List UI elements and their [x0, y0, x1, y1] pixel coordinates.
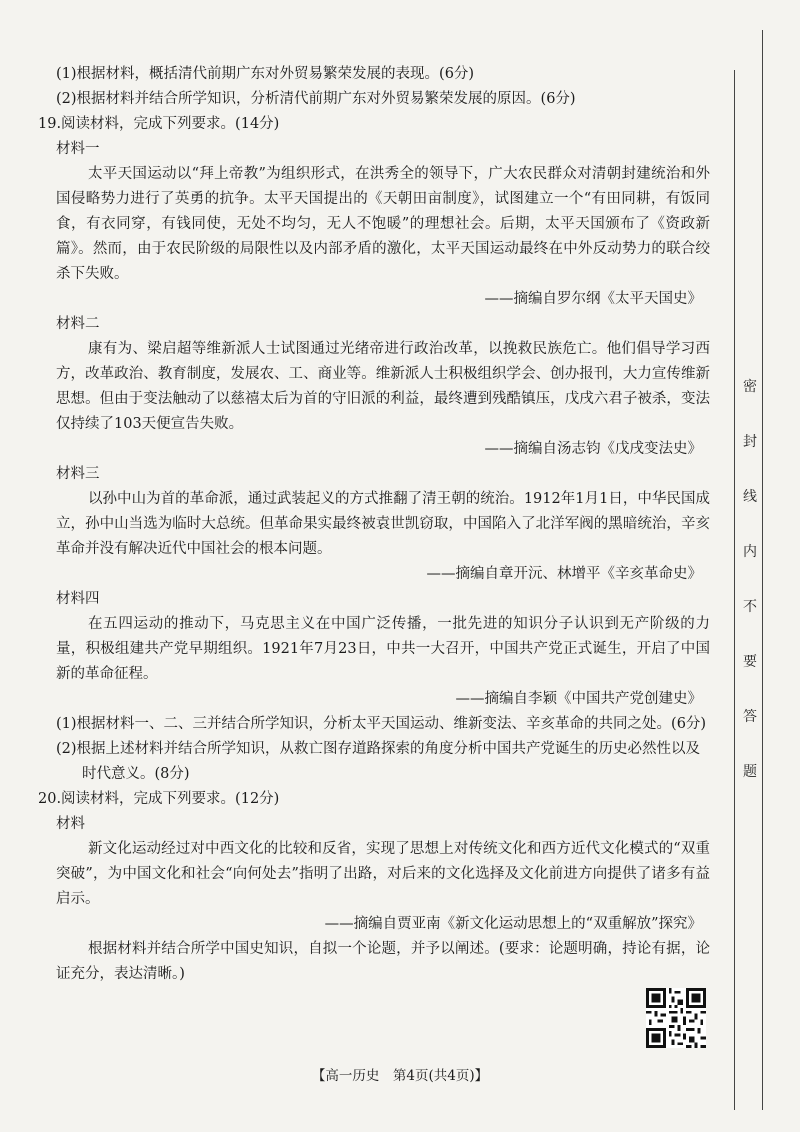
binding-char: 封 [743, 434, 757, 450]
exam-content [38, 62, 710, 987]
material-2-source: ——摘编自汤志钧《戊戌变法史》 [484, 441, 702, 457]
material-1-title: 材料一 [56, 141, 100, 157]
q18-part1: (1)根据材料，概括清代前期广东对外贸易繁荣发展的表现。(6分) [56, 66, 475, 82]
binding-char: 题 [743, 764, 757, 780]
material-2-text: 康有为、梁启超等维新派人士试图通过光绪帝进行政治改革，以挽救民族危亡。他们倡导学习西方，改革政治、教育制度，发展农、工、商业等。维新派人士积极组织学会、创办报刊，大力宣传维新思想。但由于变法触动了以慈禧太后为首的守旧派的利益，最终遭到残酷镇压，戊戌六君子被杀，变法仅持续了103天便宣告失败。 [56, 341, 710, 432]
binding-margin [712, 30, 792, 1110]
material-1-text: 太平天国运动以“拜上帝教”为组织形式，在洪秀全的领导下，广大农民群众对清朝封建统治和外国侵略势力进行了英勇的抗争。太平天国提出的《天朝田亩制度》，试图建立一个“有田同耕，有饭同食，有衣同穿，有钱同使，无处不均匀，无人不饱暖”的理想社会。后期，太平天国颁布了《资政新篇》。然而，由于农民阶级的局限性以及内部矛盾的激化，太平天国运动最终在中外反动势力的联合绞杀下失败。 [56, 166, 710, 282]
binding-char: 不 [743, 599, 757, 615]
binding-line-right [762, 30, 763, 1110]
material-1-source: ——摘编自罗尔纲《太平天国史》 [484, 291, 702, 307]
page-footer: 【高一历史 第4页(共4页)】 [311, 1068, 489, 1084]
q19-part2: (2)根据上述材料并结合所学知识，从救亡图存道路探索的角度分析中国共产党诞生的历史必然性以及时代意义。(8分) [56, 741, 701, 782]
q20-task: 根据材料并结合所学中国史知识，自拟一个论题，并予以阐述。(要求：论题明确，持论有据，论证充分，表达清晰。) [56, 941, 710, 982]
binding-char: 线 [743, 489, 757, 505]
q18-part2: (2)根据材料并结合所学知识，分析清代前期广东对外贸易繁荣发展的原因。(6分) [56, 91, 576, 107]
material-4-text: 在五四运动的推动下，马克思主义在中国广泛传播，一批先进的知识分子认识到无产阶级的力量，积极组建共产党早期组织。1921年7月23日，中共一大召开，中国共产党正式诞生，开启了中国新的革命征程。 [56, 616, 710, 682]
binding-char: 答 [743, 709, 757, 725]
material-3-text: 以孙中山为首的革命派，通过武装起义的方式推翻了清王朝的统治。1912年1月1日，中华民国成立，孙中山当选为临时大总统。但革命果实最终被袁世凯窃取，中国陷入了北洋军阀的黑暗统治，辛亥革命并没有解决近代中国社会的根本问题。 [56, 491, 710, 557]
material-5-title: 材料 [56, 816, 85, 832]
material-3-source: ——摘编自章开沅、林增平《辛亥革命史》 [426, 566, 702, 582]
binding-char: 要 [743, 654, 757, 670]
material-2-title: 材料二 [56, 316, 100, 332]
binding-line-left [734, 70, 735, 1110]
binding-notice [740, 360, 760, 800]
material-4-title: 材料四 [56, 591, 100, 607]
material-5-text: 新文化运动经过对中西文化的比较和反省，实现了思想上对传统文化和西方近代文化模式的“双重突破”，为中国文化和社会“向何处去”指明了出路，对后来的文化选择及文化前进方向提供了诸多有益启示。 [56, 841, 710, 907]
q19-part1: (1)根据材料一、二、三并结合所学知识，分析太平天国运动、维新变法、辛亥革命的共同之处。(6分) [56, 716, 707, 732]
q20-heading: 20.阅读材料，完成下列要求。(12分) [38, 791, 280, 807]
binding-char: 内 [743, 544, 757, 560]
binding-char: 密 [743, 379, 757, 395]
qr-code-icon [646, 988, 706, 1048]
material-4-source: ——摘编自李颖《中国共产党创建史》 [455, 691, 702, 707]
q19-heading: 19.阅读材料，完成下列要求。(14分) [38, 116, 280, 132]
material-3-title: 材料三 [56, 466, 100, 482]
material-5-source: ——摘编自贾亚南《新文化运动思想上的“双重解放”探究》 [324, 916, 702, 932]
